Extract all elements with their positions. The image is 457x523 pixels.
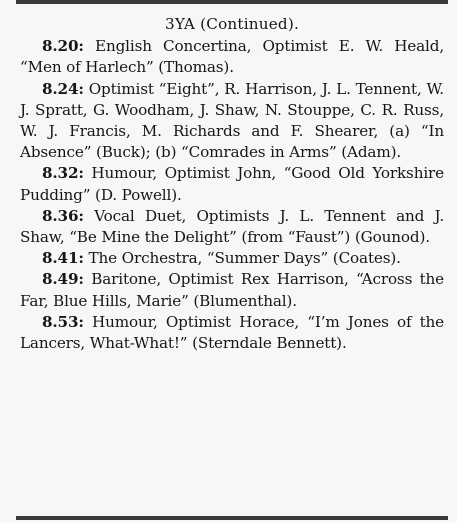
entry-time: 8.20: — [42, 37, 84, 56]
entry-time: 8.24: — [42, 79, 84, 98]
entry-text: Baritone, Optimist Rex Harrison, “Across the Far, Blue Hills, Marie” (Blumenthal). — [20, 270, 445, 310]
entry-text: Vocal Duet, Optimists J. L. Tennent and J. Shaw, “Be Mine the Delight” (from “Faust”) (Gounod). — [20, 206, 444, 247]
programme-entry — [20, 79, 444, 164]
entry-text: Humour, Optimist John, “Good Old Yorkshire Pudding” (D. Powell). — [20, 164, 444, 204]
section-heading: 3YA (Continued). — [165, 15, 299, 33]
top-rule — [16, 0, 448, 4]
programme-column — [20, 14, 444, 354]
programme-entry — [20, 248, 444, 269]
entry-time: 8.49: — [42, 270, 84, 289]
entry-text: Humour, Optimist Horace, “I’m Jones of the Lancers, What-What!” (Sterndale Bennett). — [20, 312, 444, 353]
programme-entry — [20, 36, 444, 78]
entry-time: 8.36: — [42, 206, 84, 225]
programme-entry — [20, 312, 444, 354]
entry-text: The Orchestra, “Summer Days” (Coates). — [88, 249, 401, 268]
programme-entry — [20, 269, 444, 311]
programme-entry — [20, 206, 444, 248]
entry-text: English Concertina, Optimist E. W. Heald, “Men of Harlech” (Thomas). — [20, 37, 444, 77]
entry-text: Optimist “Eight”, R. Harrison, J. L. Tennent, W. J. Spratt, G. Woodham, J. Shaw, N. Stouppe, C. R. Russ, W. J. Francis, M. Richards and F. Shearer, (a) “In Absence” (Buck); (b) “Comrades in Arms” (Adam). — [20, 79, 444, 162]
entry-time: 8.32: — [42, 164, 84, 183]
bottom-rule — [16, 516, 448, 520]
programme-entry — [20, 163, 444, 205]
entry-time: 8.53: — [42, 312, 84, 331]
entry-time: 8.41: — [42, 249, 84, 268]
